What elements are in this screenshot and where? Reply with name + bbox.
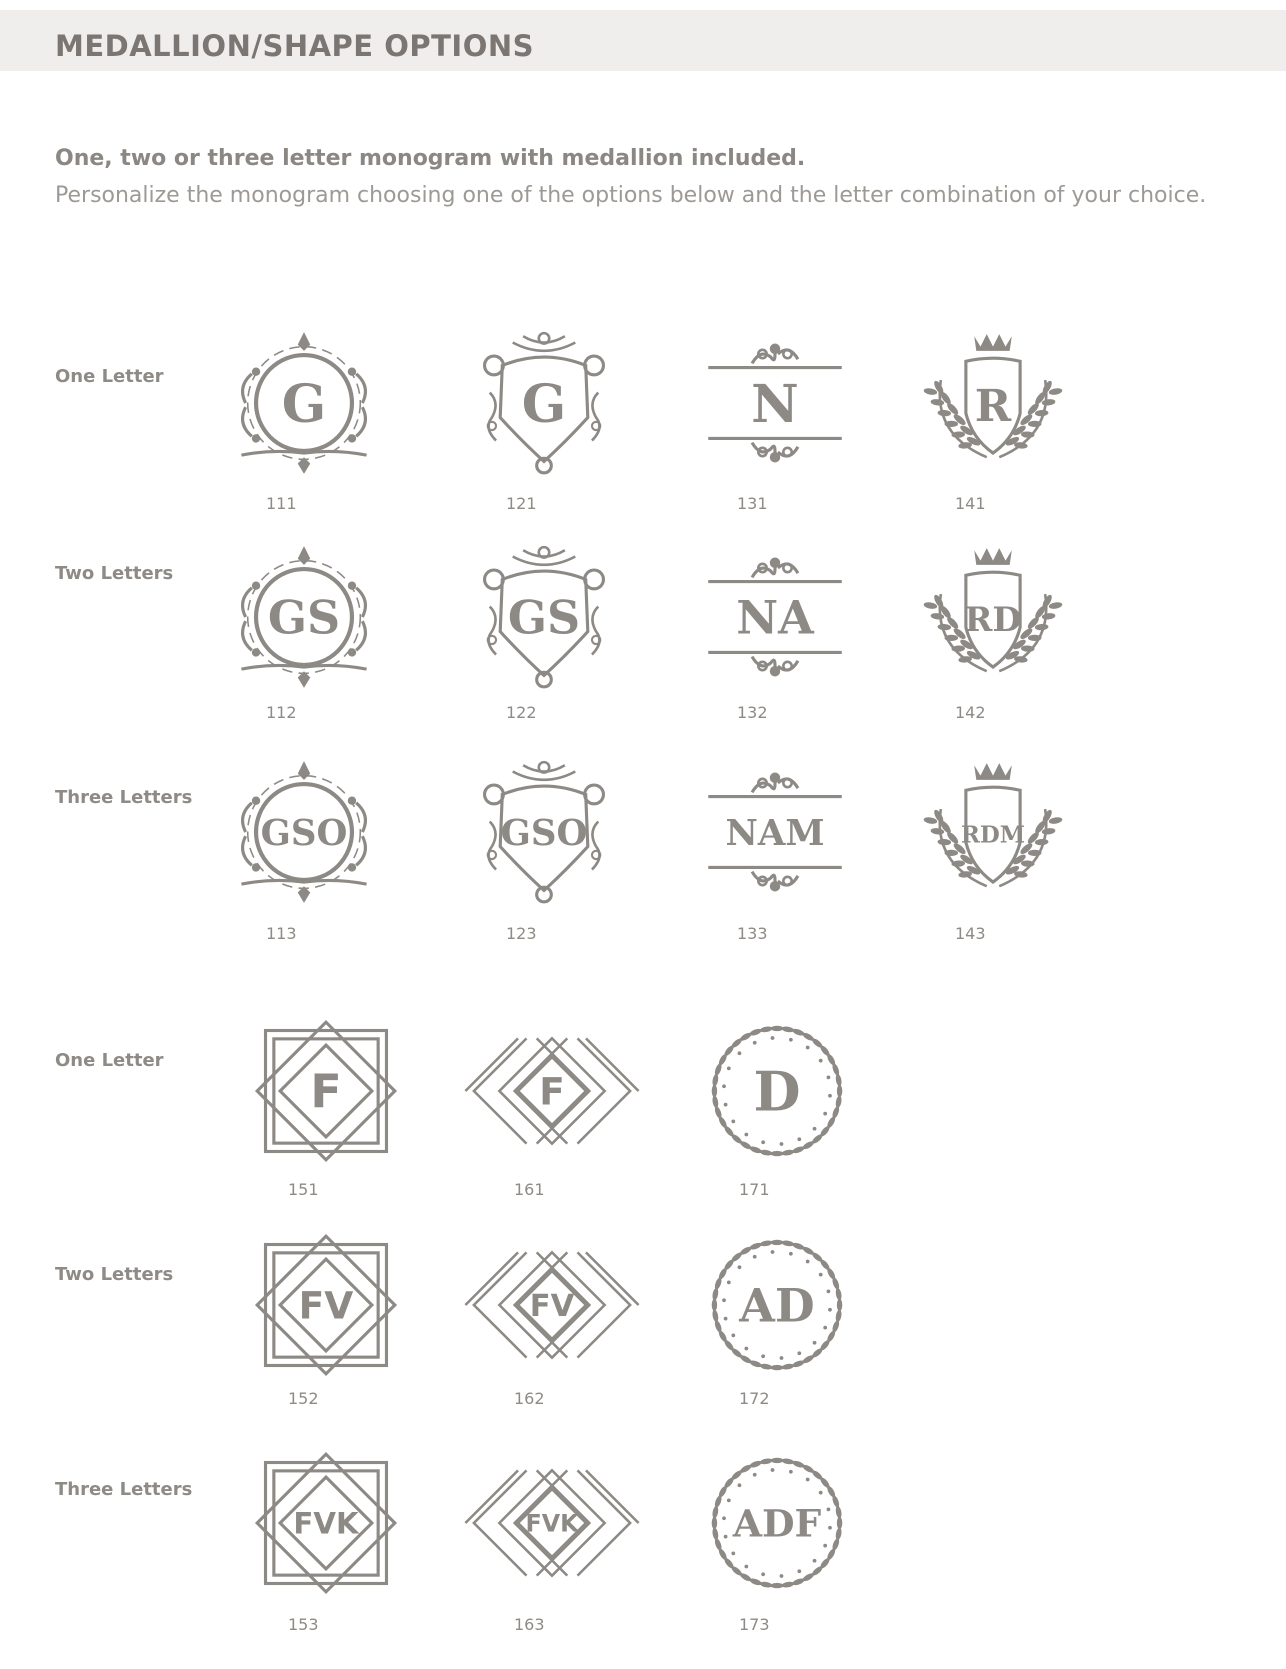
item-code: 123 (506, 924, 537, 943)
monogram-emblem-diamonds[interactable] (462, 1232, 642, 1382)
monogram-letters: NA (736, 590, 814, 645)
monogram-emblem-crest[interactable] (920, 330, 1066, 480)
row-label: Two Letters (55, 1264, 174, 1285)
monogram-emblem-wreath[interactable] (704, 1450, 850, 1600)
monogram-emblem-ornate[interactable] (231, 330, 377, 480)
monogram-letters: N (751, 373, 799, 435)
monogram-emblem-crest[interactable] (920, 544, 1066, 694)
item-code: 152 (288, 1389, 319, 1408)
item-code: 163 (514, 1615, 545, 1634)
intro-line-bold: One, two or three letter monogram with medallion included. (55, 146, 806, 171)
item-code: 132 (737, 703, 768, 722)
header-bar (0, 10, 1286, 71)
monogram-letters: D (753, 1059, 801, 1124)
item-code: 111 (266, 494, 297, 513)
item-code: 172 (739, 1389, 770, 1408)
item-code: 171 (739, 1180, 770, 1199)
monogram-emblem-squares[interactable] (253, 1018, 399, 1168)
item-code: 131 (737, 494, 768, 513)
item-code: 153 (288, 1615, 319, 1634)
monogram-letters: AD (739, 1278, 815, 1333)
monogram-letters: GSO (500, 812, 588, 854)
item-code: 141 (955, 494, 986, 513)
row-label: One Letter (55, 366, 164, 387)
monogram-emblem-squares[interactable] (253, 1232, 399, 1382)
monogram-letters: GSO (260, 812, 348, 854)
monogram-emblem-scroll[interactable] (471, 759, 617, 909)
monogram-emblem-scroll[interactable] (471, 330, 617, 480)
monogram-letters: ADF (732, 1501, 822, 1546)
monogram-emblem-squares[interactable] (253, 1450, 399, 1600)
row-label: Three Letters (55, 1479, 193, 1500)
monogram-emblem-split[interactable] (702, 544, 848, 694)
page-title: MEDALLION/SHAPE OPTIONS (55, 29, 534, 63)
row-label: One Letter (55, 1050, 164, 1071)
monogram-letters: NAM (725, 812, 825, 854)
item-code: 133 (737, 924, 768, 943)
item-code: 112 (266, 703, 297, 722)
item-code: 122 (506, 703, 537, 722)
row-label: Two Letters (55, 563, 174, 584)
item-code: 173 (739, 1615, 770, 1634)
monogram-letters: F (310, 1064, 342, 1119)
monogram-letters: F (539, 1069, 565, 1114)
monogram-emblem-scroll[interactable] (471, 544, 617, 694)
monogram-emblem-split[interactable] (702, 330, 848, 480)
item-code: 143 (955, 924, 986, 943)
intro-text (55, 140, 1235, 214)
monogram-letters: FV (529, 1289, 575, 1325)
monogram-letters: G (521, 373, 567, 435)
monogram-letters: GS (267, 590, 341, 645)
monogram-letters: FVK (525, 1509, 579, 1538)
monogram-emblem-ornate[interactable] (231, 544, 377, 694)
item-code: 142 (955, 703, 986, 722)
item-code: 113 (266, 924, 297, 943)
monogram-letters: GS (507, 590, 581, 645)
row-label: Three Letters (55, 787, 193, 808)
item-code: 121 (506, 494, 537, 513)
monogram-emblem-crest[interactable] (920, 759, 1066, 909)
monogram-letters: FVK (293, 1506, 359, 1541)
monogram-emblem-wreath[interactable] (704, 1232, 850, 1382)
monogram-emblem-diamonds[interactable] (462, 1450, 642, 1600)
monogram-emblem-split[interactable] (702, 759, 848, 909)
monogram-emblem-ornate[interactable] (231, 759, 377, 909)
monogram-emblem-wreath[interactable] (704, 1018, 850, 1168)
monogram-emblem-diamonds[interactable] (462, 1018, 642, 1168)
monogram-letters: G (281, 373, 327, 435)
item-code: 151 (288, 1180, 319, 1199)
monogram-letters: R (974, 380, 1012, 432)
item-code: 162 (514, 1389, 545, 1408)
monogram-letters: RD (964, 600, 1022, 640)
item-code: 161 (514, 1180, 545, 1199)
intro-line: Personalize the monogram choosing one of the options below and the letter combination of your choice. (55, 183, 1207, 208)
monogram-letters: FV (298, 1283, 354, 1328)
monogram-letters: RDM (960, 821, 1026, 849)
